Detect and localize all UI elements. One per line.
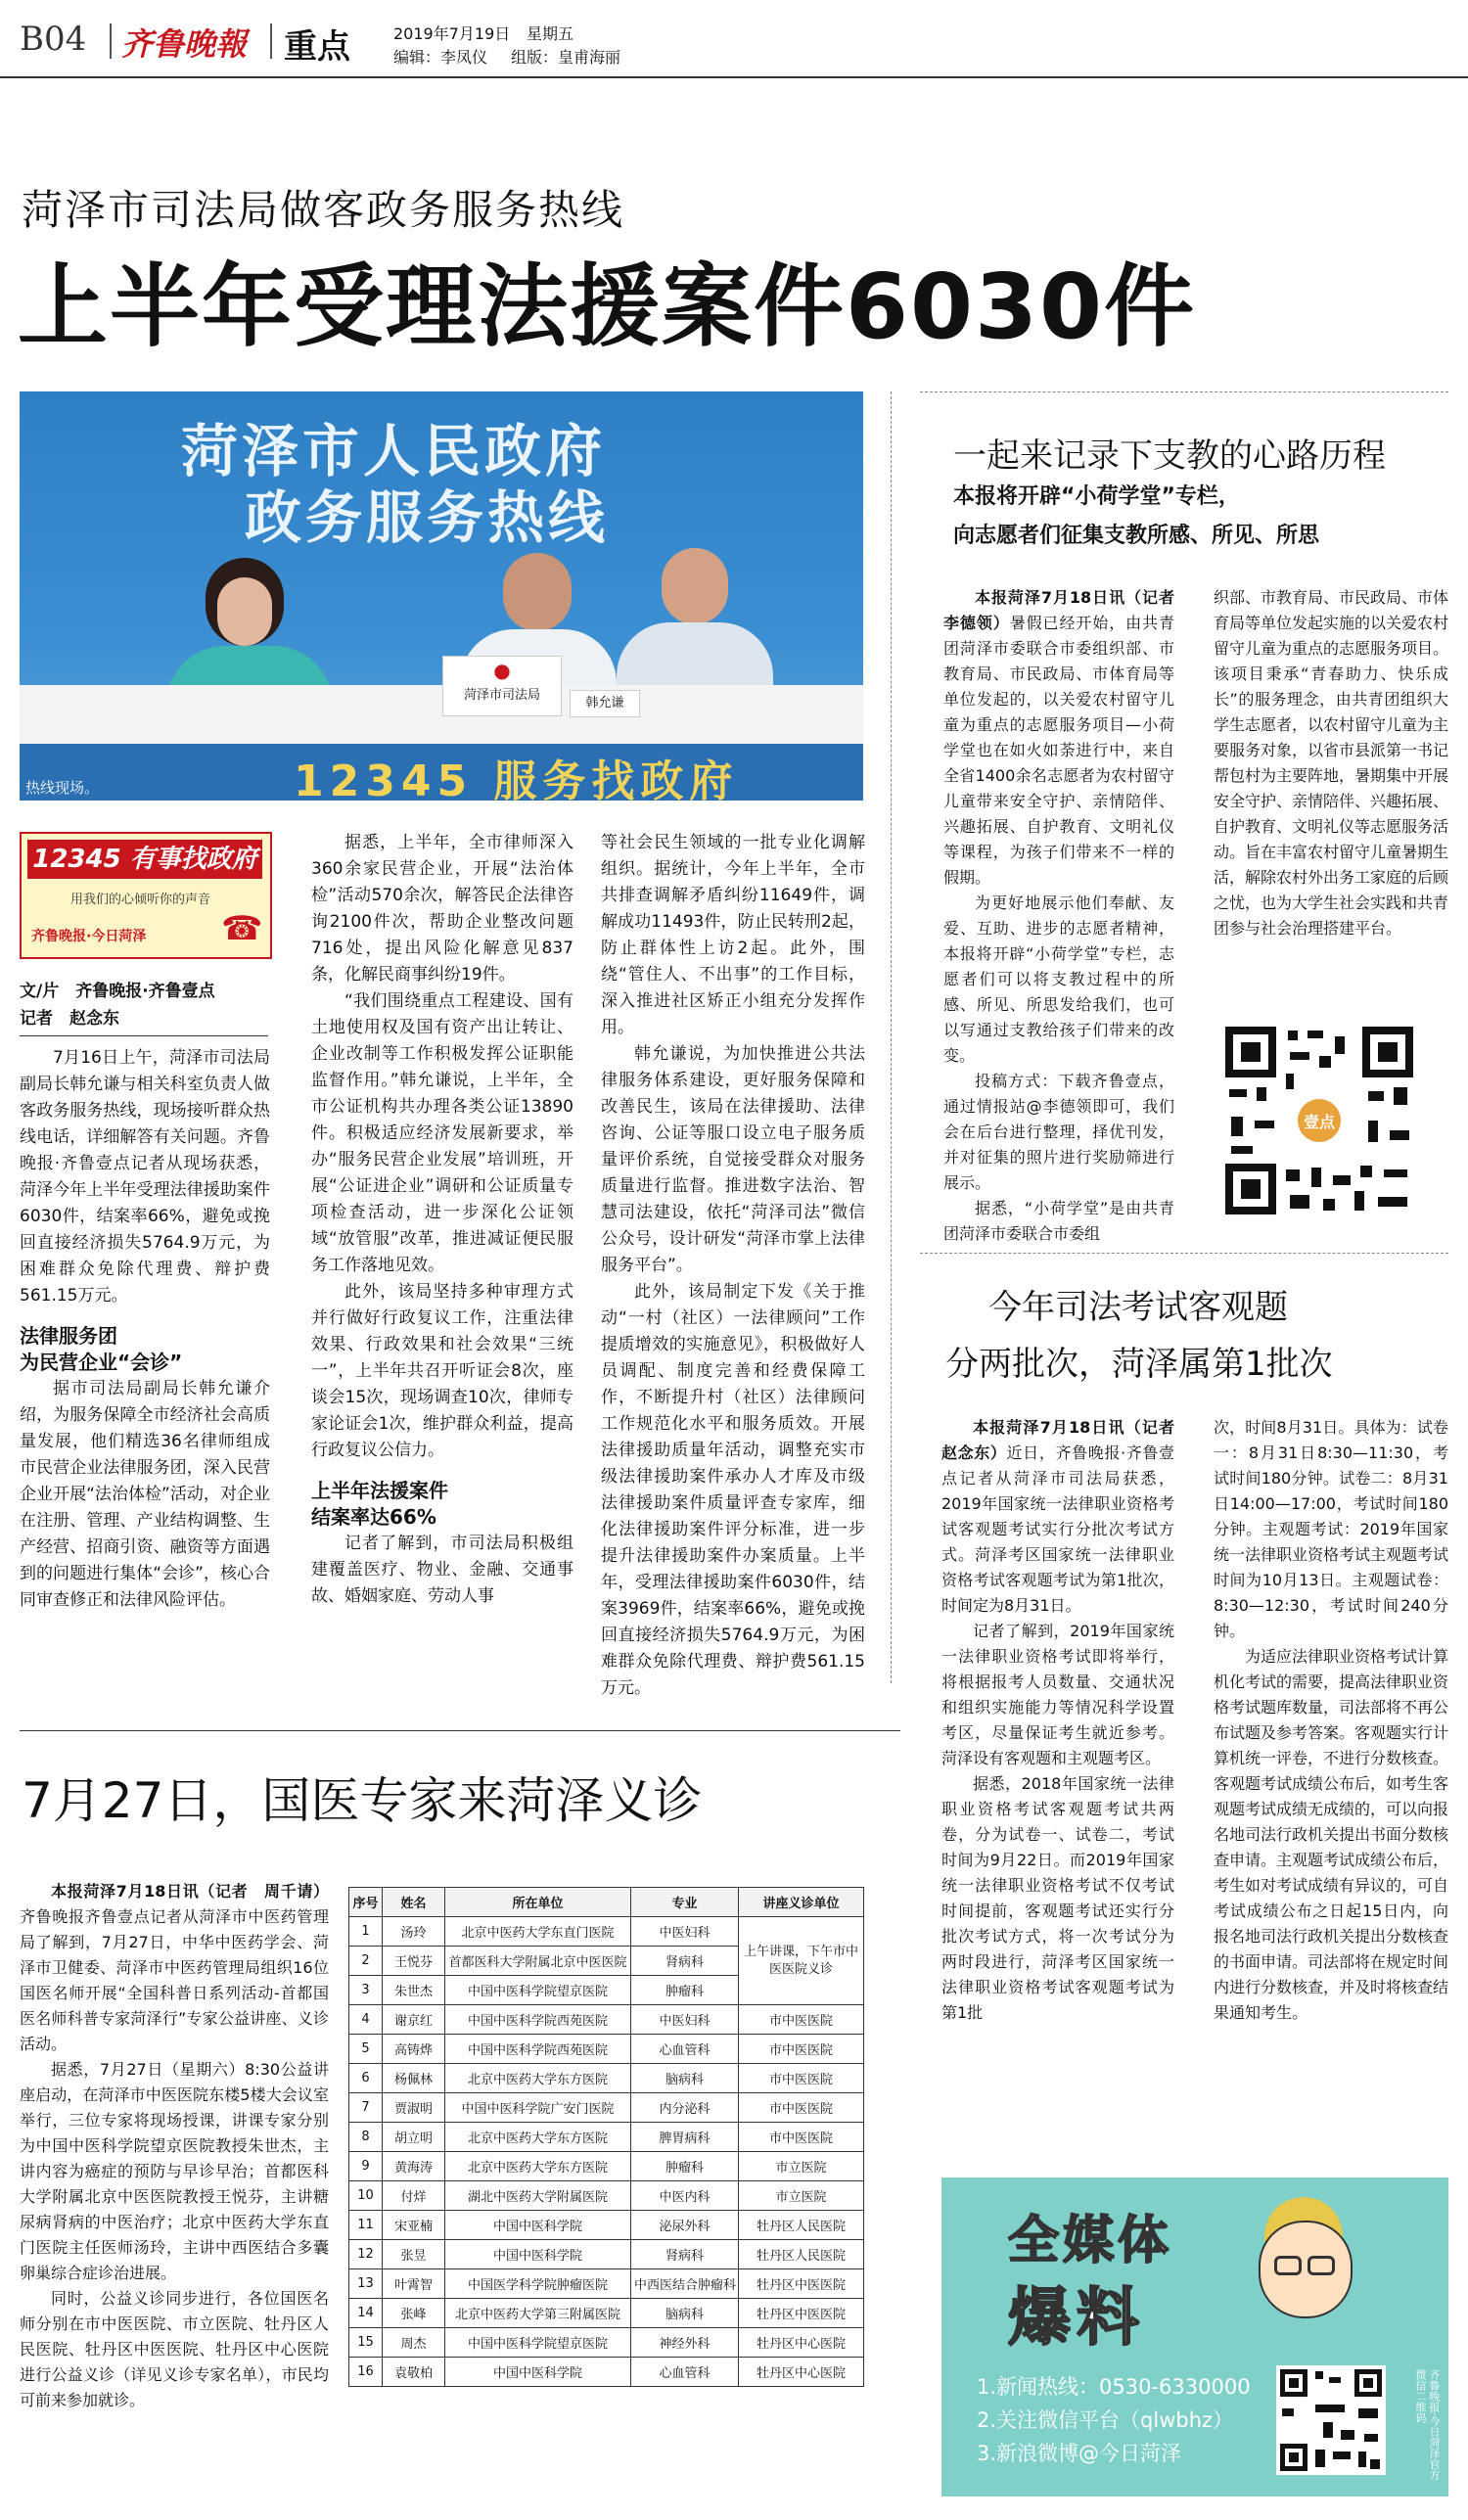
table-cell: 泌尿外科 [631, 2211, 739, 2240]
photo-banner-line1: 菏泽市人民政府 [181, 418, 607, 484]
exam-title-1: 今年司法考试客观题 [988, 1288, 1288, 1327]
expert-table [348, 1887, 864, 2387]
table-cell: 脑病科 [631, 2064, 739, 2093]
exam-column-1 [941, 1415, 1191, 2026]
lead-paragraph: “我们围绕重点工程建设、国有土地使用权及国有资产出让转让、企业改制等工作积极发挥公证职能监督作用。”韩允谦说，上半年，全市公证机构共办理各类公证13890件。积极适应经济发展新要求，举办“服务民营企业发展”培训班，开展“公证进企业”调研和公证质量专项检查活动，进一步深化公证领域“放管服”改革，推进减证便民服务工作落地见效。 [311, 991, 573, 1275]
masthead-divider [110, 23, 112, 59]
ad-line-2: 2.关注微信平台（qlwbhz） [977, 2408, 1234, 2432]
paper-logo: 齐鲁晚報 [121, 25, 248, 63]
medical-title: 7月27日，国医专家来菏泽义诊 [22, 1772, 703, 1829]
table-cell: 贾淑明 [383, 2093, 445, 2123]
exam-title-2: 分两批次，菏泽属第1批次 [945, 1345, 1333, 1384]
lead-byline-1: 文/片 齐鲁晚报·齐鲁壹点 [20, 982, 215, 1001]
issue-date: 2019年7月19日 [393, 24, 511, 43]
table-body [349, 1917, 864, 2387]
table-cell: 胡立明 [383, 2123, 445, 2152]
section-rule [20, 1730, 900, 1731]
table-cell: 黄海涛 [383, 2152, 445, 2181]
table-cell: 市中医医院 [739, 2005, 864, 2035]
phone-icon: ☎ [221, 909, 263, 948]
table-header-row [349, 1888, 864, 1917]
article-text: 齐鲁晚报齐鲁壹点记者从菏泽市中医药管理局了解到，7月27日，中华中医药学会、菏泽市卫健委、菏泽市中医药管理局组织16位国医名师开展“全国科普日系列活动-首都国医名师科普专家菏泽行”专家公益讲座、义诊活动。 [20, 1907, 329, 2053]
lead-paragraph: 此外，该局制定下发《关于推动“一村（社区）一法律顾问”工作提质增效的实施意见》，积极做好人员调配、制度完善和经费保障工作，不断提升村（社区）法律顾问工作规范化水平和服务质效。开展法律援助质量年活动，调整充实市级法律援助案件承办人才库及市级法律援助案件质量评查专家库，细化法律援助案件评分标准，进一步提升法律援助案件办案质量。上半年，受理法律援助案件6030件，结案3969件，结案率66%，避免或挽回直接经济损失5764.9万元，为困难群众免除代理费、辩护费561.15万元。 [601, 1282, 865, 1698]
table-cell: 张峰 [383, 2299, 445, 2328]
table-cell: 叶霄智 [383, 2269, 445, 2299]
designer-credit: 组版：皇甫海丽 [511, 48, 621, 67]
table-cell: 15 [349, 2328, 383, 2358]
table-cell: 中医妇科 [631, 1917, 739, 1947]
article-paragraph: 据悉，7月27日（星期六）8:30公益讲座启动，在菏泽市中医医院东楼5楼大会议室举行，三位专家将现场授课，讲课专家分别为中国中医科学院望京医院教授朱世杰，主讲内容为癌症的预防与早诊早治；首都医科大学附属北京中医医院教授王悦芬，主讲糖尿病肾病的中医治疗；北京中医药大学东直门医院主任医师汤玲，主讲中西医结合多囊卵巢综合症诊治进展。 [20, 2060, 329, 2282]
table-cell: 中国中医科学院广安门医院 [445, 2093, 631, 2123]
lead-paragraph: 据悉，上半年，全市律师深入360余家民营企业，开展“法治体检”活动570余次，解答民企法律咨询2100件次，帮助企业整改问题716处，提出风险化解意见837条，化解民商事纠纷19件。 [311, 833, 573, 985]
table-header-cell: 序号 [349, 1888, 383, 1917]
table-cell: 中国中医科学院 [445, 2240, 631, 2269]
article-paragraph: 为适应法律职业资格考试计算机化考试的需要，提高法律职业资格考试题库数量，司法部将不再公布试题及参考答案。客观题实行计算机统一评卷，不进行分数核查。客观题考试成绩公布后，如考生客观题考试成绩无成绩的，可以向报名地司法行政机关提出书面分数核查申请。主观题考试成绩公布后，考生如对考试成绩有异议的，可自考试成绩公布之日起15日内，向报名地司法行政机关提出分数核查的书面申请。司法部将在规定时间内进行分数核查，并及时将核查结果通知考生。 [1214, 1647, 1449, 2022]
table-cell: 6 [349, 2064, 383, 2093]
article-text: 近日，齐鲁晚报·齐鲁壹点记者从菏泽市司法局获悉，2019年国家统一法律职业资格考试客观题考试实行分批次考试方式。菏泽考区国家统一法律职业资格考试客观题考试为第1批次，时间定为8月31日。 [941, 1443, 1174, 1615]
article-paragraph: 投稿方式：下载齐鲁壹点，通过情报站@李德领即可，我们会在后台进行整理，择优刊发，并对征集的照片进行奖励筛进行展示。 [943, 1072, 1174, 1192]
subhead: 为民营企业“会诊” [20, 1351, 183, 1374]
subhead: 上半年法援案件 [311, 1479, 448, 1502]
dateline: 本报菏泽7月18日讯（记者 周千请） [51, 1882, 329, 1901]
ad-side-text: 齐鲁晚报·今日菏泽官方微信二维码 [1414, 2369, 1441, 2481]
table-cell: 市中医医院 [739, 2093, 864, 2123]
media-ad [941, 2177, 1448, 2497]
table-cell: 牡丹区中心医院 [739, 2358, 864, 2387]
table-header-cell: 姓名 [383, 1888, 445, 1917]
lead-column-2 [311, 830, 573, 1610]
table-cell: 内分泌科 [631, 2093, 739, 2123]
table-row [349, 2152, 864, 2181]
ad-qr-code [1276, 2365, 1386, 2475]
masthead-rule [0, 76, 1468, 78]
table-cell: 牡丹区中医医院 [739, 2269, 864, 2299]
dateline: 本报菏泽7月18日讯（记者 李德领） [943, 588, 1191, 632]
table-cell: 市中医医院 [739, 2035, 864, 2064]
table-row [349, 2269, 864, 2299]
table-row [349, 2064, 864, 2093]
table-cell: 谢京红 [383, 2005, 445, 2035]
lead-paragraph: 据市司法局副局长韩允谦介绍，为服务保障全市经济社会高质量发展，他们精选36名律师组成市民营企业法律服务团，深入民营企业开展“法治体检”活动，对企业在注册、管理、产业结构调整、生产经营、招商引资、融资等方面遇到的问题进行集体“会诊”，核心合同审查修正和法律风险评估。 [20, 1379, 270, 1610]
table-cell: 肾病科 [631, 2240, 739, 2269]
table-cell: 牡丹区人民医院 [739, 2240, 864, 2269]
logo-main-text: 12345 有事找政府 [27, 840, 262, 879]
volunteer-column-1 [943, 585, 1191, 1247]
logo-slogan: 用我们的心倾听你的声音 [70, 893, 211, 907]
photo-name-sign-right: 韩允谦 [570, 690, 640, 717]
table-cell: 上午讲课，下午市中医医院义诊 [739, 1917, 864, 2005]
table-cell: 1 [349, 1917, 383, 1947]
qr-code [1221, 1023, 1417, 1218]
table-cell: 中国中医科学院西苑医院 [445, 2005, 631, 2035]
table-cell: 宋亚楠 [383, 2211, 445, 2240]
lead-kicker: 菏泽市司法局做客政务服务热线 [22, 186, 625, 234]
subhead: 法律服务团 [20, 1324, 117, 1348]
table-row [349, 2211, 864, 2240]
table-cell: 湖北中医药大学附属医院 [445, 2181, 631, 2211]
expert-table-wrap [348, 1887, 863, 2387]
table-cell: 市立医院 [739, 2152, 864, 2181]
lead-paragraph: 韩允谦说，为加快推进公共法律服务体系建设，更好服务保障和改善民生，该局在法律援助、法律咨询、公证等服口设立电子服务质量评价系统，自觉接受群众对服务质量进行监督。推进数字法治、智慧司法建设，依托“菏泽司法”微信公众号，设计研发“菏泽市掌上法律服务平台”。 [601, 1044, 865, 1275]
lead-headline: 上半年受理法援案件6030件 [18, 254, 1197, 359]
article-paragraph [941, 1415, 1191, 1619]
table-cell: 中医妇科 [631, 2005, 739, 2035]
article-paragraph: 次，时间8月31日。具体为：试卷一：8月31日8:30—11:30，考试时间180分钟。试卷二：8月31日14:00—17:00，考试时间180分钟。主观题考试：2019年国家统一法律职业资格考试主观题考试时间为10月13日。主观题试卷：8:30—12:30，考试时间240分钟。 [1214, 1418, 1449, 1640]
table-cell: 8 [349, 2123, 383, 2152]
ad-title-2: 爆料 [1008, 2282, 1145, 2355]
table-cell: 汤玲 [383, 1917, 445, 1947]
table-cell: 心血管科 [631, 2358, 739, 2387]
table-cell: 中国中医科学院 [445, 2211, 631, 2240]
table-cell: 袁敬柏 [383, 2358, 445, 2387]
ad-qr-graphic [1276, 2365, 1386, 2475]
masthead-divider [270, 23, 272, 59]
table-cell: 神经外科 [631, 2328, 739, 2358]
lead-byline-2: 记者 赵念东 [20, 1009, 119, 1029]
table-cell: 11 [349, 2211, 383, 2240]
table-cell: 付烊 [383, 2181, 445, 2211]
lead-photo [20, 391, 863, 801]
cartoon-figure-icon [1235, 2197, 1372, 2344]
volunteer-subtitle-2: 向志愿者们征集支教所感、所见、所思 [953, 524, 1320, 548]
table-cell: 北京中医药大学东方医院 [445, 2064, 631, 2093]
qr-badge: 壹点 [1303, 1113, 1335, 1131]
table-row [349, 2123, 864, 2152]
page-number: B04 [20, 20, 87, 59]
article-paragraph [943, 585, 1191, 891]
hotline-logo [20, 832, 272, 959]
table-cell: 肿瘤科 [631, 2152, 739, 2181]
article-paragraph [20, 1879, 329, 2057]
ad-line-3: 3.新浪微博@今日菏泽 [977, 2442, 1182, 2465]
volunteer-column-2 [1214, 585, 1448, 941]
table-cell: 首都医科大学附属北京中医医院 [445, 1947, 631, 1976]
table-cell: 北京中医药大学东直门医院 [445, 1917, 631, 1947]
table-row [349, 2358, 864, 2387]
photo-caption: 热线现场。 [25, 779, 100, 797]
table-cell: 中国中医科学院 [445, 2358, 631, 2387]
table-cell: 脑病科 [631, 2299, 739, 2328]
table-cell: 心血管科 [631, 2035, 739, 2064]
photo-bottom-text: 12345 服务找政府 [294, 756, 739, 801]
photo-banner-line2: 政务服务热线 [245, 484, 610, 551]
lead-column-3 [601, 830, 865, 1702]
table-row [349, 2035, 864, 2064]
table-cell: 中国中医科学院西苑医院 [445, 2035, 631, 2064]
table-cell: 14 [349, 2299, 383, 2328]
table-row [349, 2093, 864, 2123]
table-cell: 中国中医科学院望京医院 [445, 1976, 631, 2005]
dateline: 本报菏泽7月18日讯（记者 赵念东） [941, 1418, 1191, 1462]
article-paragraph: 为更好地展示他们奉献、友爱、互助、进步的志愿者精神，本报将开辟“小荷学堂”专栏，志愿者们可以将支教过程中的所感、所见、所思发给我们，也可以写通过支教给孩子们带来的改变。 [943, 893, 1174, 1065]
photo-desk [20, 685, 863, 744]
table-cell: 中国医学科学院肿瘤医院 [445, 2269, 631, 2299]
table-cell: 北京中医药大学第三附属医院 [445, 2299, 631, 2328]
section-name: 重点 [284, 27, 350, 67]
table-cell: 市中医医院 [739, 2123, 864, 2152]
table-row [349, 2240, 864, 2269]
table-cell: 牡丹区中医医院 [739, 2299, 864, 2328]
logo-brand: 齐鲁晚报·今日菏泽 [31, 929, 147, 944]
table-cell: 市中医医院 [739, 2064, 864, 2093]
table-cell: 5 [349, 2035, 383, 2064]
table-cell: 16 [349, 2358, 383, 2387]
lead-paragraph: 等社会民生领域的一批专业化调解组织。据统计，今年上半年，全市共排查调解矛盾纠纷11649件，调解成功11493件，防止民转刑2起，防止群体性上访2起。此外，围绕“管住人、不出事”的工作目标，深入推进社区矫正小组充分发挥作用。 [601, 833, 865, 1037]
dashed-rule [920, 1253, 1448, 1254]
table-cell: 北京中医药大学东方医院 [445, 2152, 631, 2181]
medical-column [20, 1879, 329, 2413]
lead-paragraph: 7月16日上午，菏泽市司法局副局长韩允谦与相关科室负责人做客政务服务热线，现场接听群众热线电话，详细解答有关问题。齐鲁晚报·齐鲁壹点记者从现场获悉，菏泽今年上半年受理法律援助案件6030件，结案率66%，避免或挽回直接经济损失5764.9万元，为困难群众免除代理费、辩护费561.15万元。 [20, 1048, 270, 1306]
article-paragraph: 据悉，2018年国家统一法律职业资格考试客观题考试共两卷，分为试卷一、试卷二，考试时间为9月22日。而2019年国家统一法律职业资格考试不仅考试时间提前，客观题考试还实行分批次考试方式，将一次考试分为两时段进行，菏泽考区国家统一法律职业资格考试客观题考试为第1批 [941, 1774, 1174, 2022]
table-cell: 高铸烨 [383, 2035, 445, 2064]
table-cell: 张昱 [383, 2240, 445, 2269]
table-row [349, 1917, 864, 1947]
table-cell: 中国中医科学院望京医院 [445, 2328, 631, 2358]
table-header-cell: 专业 [631, 1888, 739, 1917]
byline-rule [20, 1035, 268, 1036]
masthead [0, 0, 1468, 70]
article-paragraph: 据悉，“小荷学堂”是由共青团菏泽市委联合市委组 [943, 1199, 1174, 1243]
table-cell: 12 [349, 2240, 383, 2269]
table-cell: 北京中医药大学东方医院 [445, 2123, 631, 2152]
table-row [349, 2328, 864, 2358]
table-cell: 10 [349, 2181, 383, 2211]
table-cell: 肿瘤科 [631, 1976, 739, 2005]
table-cell: 2 [349, 1947, 383, 1976]
table-cell: 3 [349, 1976, 383, 2005]
photo-sign-center-text: 菏泽市司法局 [463, 688, 540, 703]
issue-weekday: 星期五 [527, 24, 574, 43]
column-separator [891, 391, 892, 1683]
dashed-rule [920, 391, 1448, 392]
table-cell: 朱世杰 [383, 1976, 445, 2005]
table-cell: 中西医结合肿瘤科 [631, 2269, 739, 2299]
lead-paragraph: 此外，该局坚持多种审理方式并行做好行政复议工作，注重法律效果、行政效果和社会效果“三统一”，上半年共召开听证会8次，座谈会15次，现场调查10次，律师专家论证会1次，维护群众利益，提高行政复议公信力。 [311, 1282, 573, 1460]
lead-column-1 [20, 1045, 270, 1614]
table-cell: 7 [349, 2093, 383, 2123]
editor-credit: 编辑：李凤仪 [393, 48, 488, 67]
table-cell: 脾胃病科 [631, 2123, 739, 2152]
table-cell: 市立医院 [739, 2181, 864, 2211]
table-row [349, 2299, 864, 2328]
table-cell: 周杰 [383, 2328, 445, 2358]
article-paragraph: 织部、市教育局、市民政局、市体育局等单位发起实施的以关爱农村留守儿童为重点的志愿服务项目。该项目秉承“青春助力、快乐成长”的服务理念，由共青团组织大学生志愿者，以农村留守儿童为主要服务对象，以省市县派第一书记帮包村为主要阵地，暑期集中开展安全守护、亲情陪伴、兴趣拓展、自护教育、文明礼仪等志愿服务活动。旨在丰富农村留守儿童暑期生活，解除农村外出务工家庭的后顾之忧，也为大学生社会实践和共青团参与社会治理搭建平台。 [1214, 588, 1449, 938]
table-cell: 王悦芬 [383, 1947, 445, 1976]
table-cell: 9 [349, 2152, 383, 2181]
table-cell: 4 [349, 2005, 383, 2035]
ad-title-1: 全媒体 [1008, 2212, 1173, 2270]
table-cell: 肾病科 [631, 1947, 739, 1976]
table-header-cell: 讲座义诊单位 [739, 1888, 864, 1917]
volunteer-title: 一起来记录下支教的心路历程 [953, 436, 1386, 476]
article-paragraph: 记者了解到，2019年国家统一法律职业资格考试即将举行，将根据报考人员数量、交通状况和组织实施能力等情况科学设置考区，尽量保证考生就近参考。菏泽设有客观题和主观题考区。 [941, 1622, 1174, 1767]
photo-name-sign-center: ● 菏泽市司法局 [442, 656, 562, 716]
exam-column-2 [1214, 1415, 1448, 2026]
table-cell: 13 [349, 2269, 383, 2299]
lead-paragraph: 记者了解到，市司法局积极组建覆盖医疗、物业、金融、交通事故、婚姻家庭、劳动人事 [311, 1534, 573, 1606]
table-cell: 牡丹区人民医院 [739, 2211, 864, 2240]
table-cell: 中医内科 [631, 2181, 739, 2211]
table-cell: 杨佩林 [383, 2064, 445, 2093]
table-header-cell: 所在单位 [445, 1888, 631, 1917]
ad-line-1: 1.新闻热线：0530-6330000 [977, 2375, 1251, 2399]
article-paragraph: 同时，公益义诊同步进行，各位国医名师分别在市中医医院、市立医院、牡丹区人民医院、牡丹区中医医院、牡丹区中心医院进行公益义诊（详见义诊专家名单），市民均可前来参加就诊。 [20, 2289, 329, 2409]
table-row [349, 2181, 864, 2211]
table-cell: 牡丹区中心医院 [739, 2328, 864, 2358]
subhead: 结案率达66% [311, 1505, 436, 1529]
article-text: 暑假已经开始，由共青团菏泽市委联合市委组织部、市教育局、市民政局、市体育局等单位发起的，以关爱农村留守儿童为重点的志愿服务项目—小荷学堂也在如火如荼进行中，来自全省1400余名志愿者为农村留守儿童带来安全守护、亲情陪伴、兴趣拓展、自护教育、文明礼仪等课程，为孩子们带来不一样的假期。 [943, 614, 1174, 887]
volunteer-subtitle-1: 本报将开辟“小荷学堂”专栏， [953, 484, 1240, 509]
table-row [349, 2005, 864, 2035]
